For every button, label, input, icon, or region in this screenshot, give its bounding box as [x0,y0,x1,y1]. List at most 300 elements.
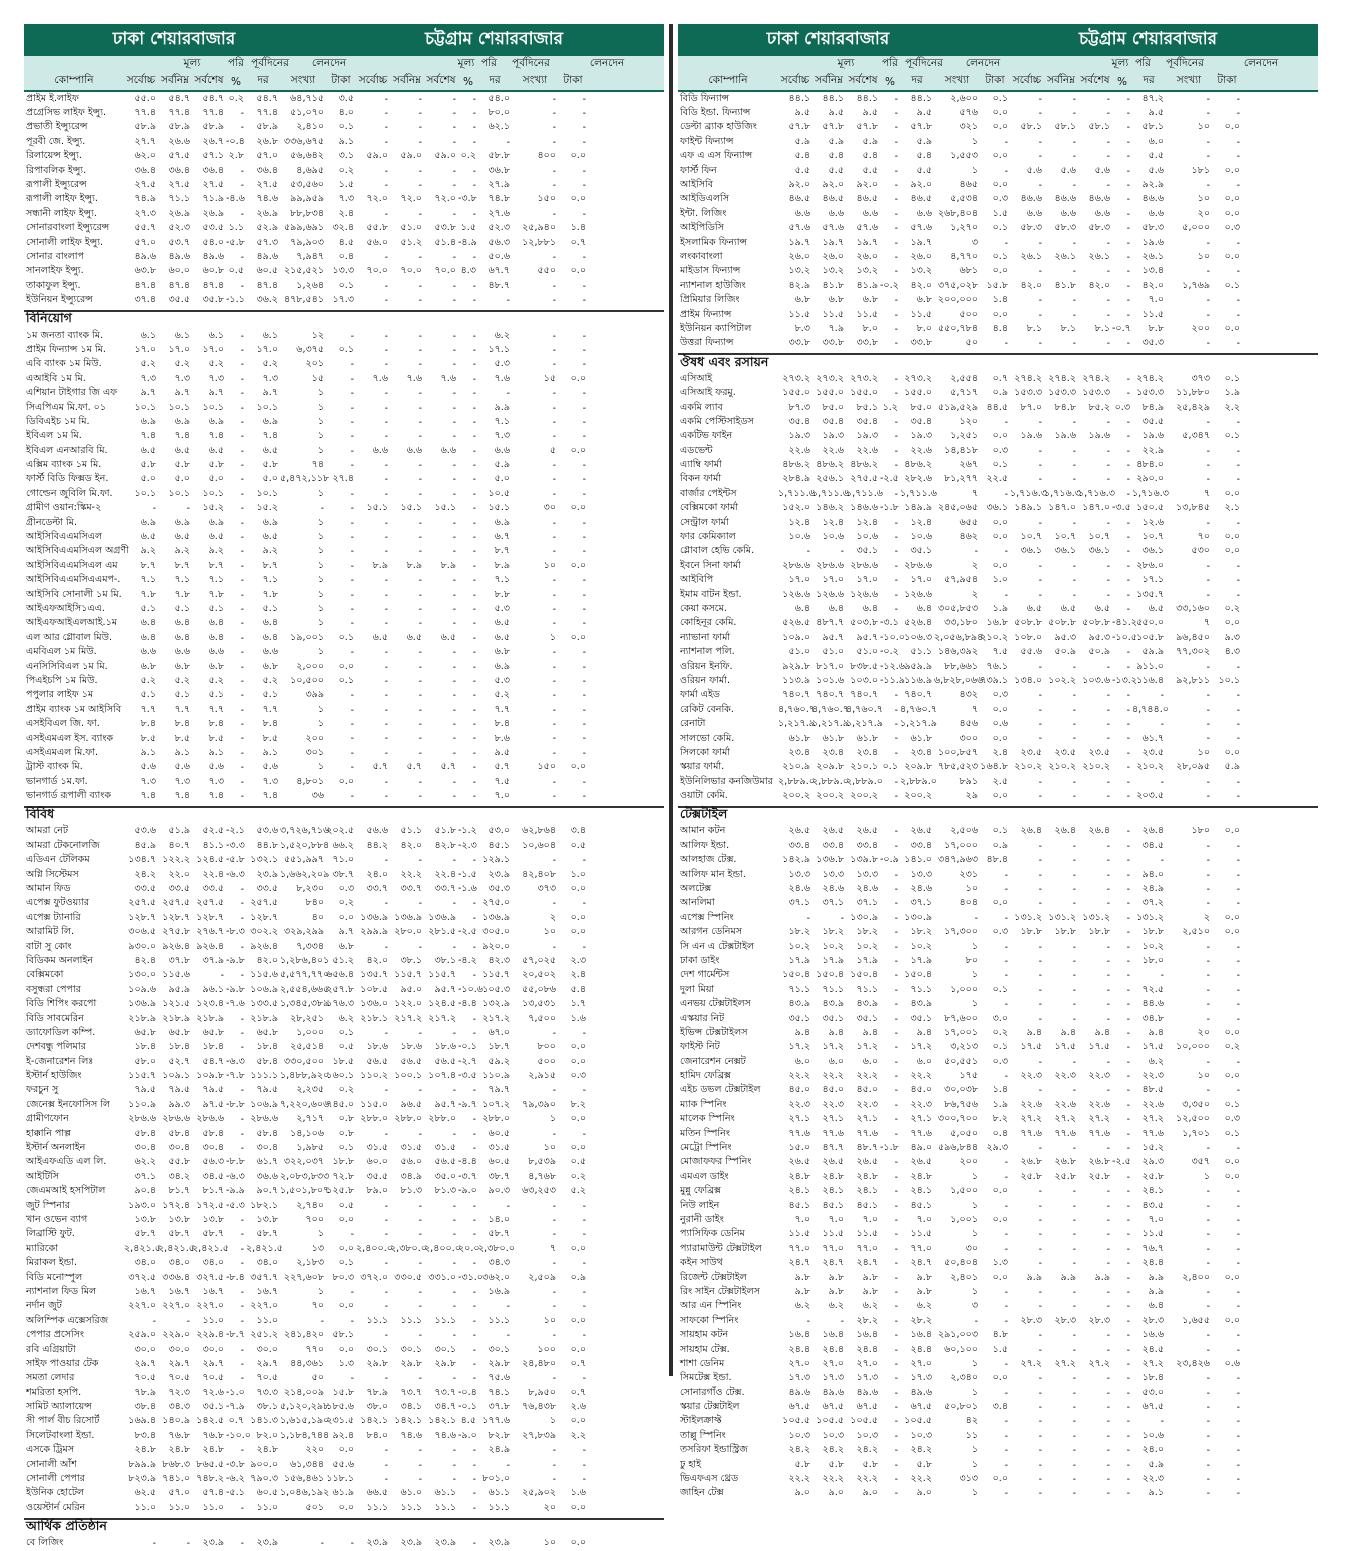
cell-dse-change: - [894,826,898,838]
cell-cse-value: - [582,647,586,659]
cell-cse-high: ৫৬.৫ [366,1055,388,1067]
cell-dse-close: ৩৬.৪ [202,164,224,176]
cell-dse-prev-close: ১১৫.৬ [250,969,278,981]
cell-cse-volume: - [552,575,556,587]
cell-dse-close: ১৬.৭ [202,1285,224,1297]
cell-cse-prev-close: ১০৭.২ [482,1098,510,1110]
cell-dse-change: - [240,575,244,587]
cell-dse-low: ৬৫.৮ [168,1026,190,1038]
table-row [678,617,1318,631]
cell-dse-prev-close: ৬৭.৫ [910,1401,932,1413]
table-row [24,1026,664,1040]
cell-cse-change: - [472,431,476,443]
table-row [24,236,664,250]
cell-cse-prev-close: ১৫০.৫ [1136,502,1164,514]
cell-cse-close: - [452,93,456,105]
cell-dse-change: - [894,1171,898,1183]
cell-cse-change: - [1126,589,1130,601]
table-row [24,954,664,968]
cell-cse-low: ২৬.৪ [1054,825,1076,837]
cell-dse-prev-close: ২৪.৮ [910,1170,932,1182]
cell-dse-prev-close: ২০৯.৮ [904,761,932,773]
cell-cse-volume: - [1206,1387,1210,1399]
cell-cse-change: - [472,1488,476,1500]
cell-dse-close: ৮৫.১ [856,401,878,413]
cell-dse-low: ১০.৩ [822,1429,844,1441]
cell-dse-close: ৬.০ [862,1055,878,1067]
cell-cse-volume: - [552,733,556,745]
cell-cse-close: ৫১.৮ [434,825,456,837]
col-header-dse-close: সর্বশেষ [194,74,224,86]
cell-dse-low: ৬.৪ [174,631,190,643]
cell-dse-volume: ৫০১ [305,1501,324,1513]
cell-dse-close: ১২৮.৭ [196,911,224,923]
cell-cse-low: - [1072,1013,1076,1025]
cell-cse-high: ১৩৬.৯ [360,911,388,923]
cell-dse-prev-close: ৬.৮ [916,294,932,306]
cell-cse-low: ২১০.২ [1048,761,1076,773]
table-row [24,1386,664,1400]
cell-dse-high: ২৪.২ [134,868,156,880]
cell-dse-close: ১০.২ [856,940,878,952]
table-row [678,1458,1318,1472]
cell-dse-high: ৭৭.৬ [788,1127,810,1139]
cell-cse-volume: ২,৪০০ [1182,1271,1210,1283]
cell-cse-prev-close: ২২.৯ [1142,444,1164,456]
table-row [24,940,664,954]
cell-dse-change: -৫.৩ [226,1199,245,1211]
cell-cse-volume: - [552,776,556,788]
cell-dse-value: - [350,373,354,385]
cell-cse-low: ১৮.৮ [1054,926,1076,938]
cell-dse-value: ১.০ [992,574,1008,586]
cell-dse-low: ৯৫.৭ [822,631,844,643]
cell-cse-change: - [472,1027,476,1039]
cell-dse-value: ০.০ [338,1214,354,1225]
cell-dse-change: -১২.৬ [880,660,905,672]
table-row [678,1328,1318,1342]
cell-dse-low: ৭৯.৫ [168,1084,190,1096]
cell-dse-low: - [840,912,844,924]
cell-dse-low: ১,২১৭.৯ [812,718,849,730]
cell-dse-value: ৮০.৩ [332,1271,354,1283]
cell-cse-low: - [418,1373,422,1385]
cell-cse-volume: - [552,488,556,500]
cell-cse-volume: ১০ [543,1142,556,1154]
cell-cse-value: ৪.৩ [1224,646,1240,658]
cell-cse-high: ৪২.০ [366,954,388,966]
cell-cse-low: - [1072,1373,1076,1385]
cell-cse-change: - [472,762,476,774]
cell-dse-close: ৭.৭ [208,703,224,715]
cell-cse-volume: ৮,৫৩৯ [528,1156,556,1168]
cell-dse-low: ৫.৯ [828,135,844,147]
cell-dse-change: - [894,1330,898,1342]
dhaka-exchange-title: ঢাকা শেয়ারবাজার [112,29,236,49]
cell-cse-prev-close: ৫.০ [494,473,510,485]
cell-cse-high: - [1038,1258,1042,1270]
cell-cse-close: ৮.৯ [440,559,456,571]
cell-dse-prev-close: ৯০০.০ [250,1458,278,1470]
cell-cse-low: ২৫.৮ [1054,1170,1076,1182]
table-row [678,882,1318,896]
cell-cse-low: - [418,344,422,356]
cell-dse-value: ০.২ [338,164,354,176]
cell-dse-high: ৫.৪ [794,150,810,162]
table-row [24,588,664,602]
cell-dse-volume: ১ [971,1285,978,1297]
cell-cse-change: - [1126,560,1130,572]
col-header-dse-close: সর্বশেষ [848,74,878,86]
cell-dse-low: ৩০.৪ [168,1142,190,1154]
cell-cse-value: ০.০ [1224,193,1240,205]
cell-company: গ্রামীণফোন [26,1113,69,1125]
cell-cse-change: - [472,733,476,745]
cell-dse-high: ১,২১৭.৯ [778,718,815,730]
cell-cse-close: ৮১.৩ [434,1185,456,1197]
cell-dse-value: ০.০ [992,531,1008,543]
cell-dse-high: ৭৭.০ [788,1242,810,1254]
cell-cse-value: - [1236,869,1240,881]
table-row [678,1472,1318,1486]
cell-dse-high: ৪৮৬.২ [782,459,810,471]
cell-dse-close: ৭৯.৫ [202,1084,224,1096]
cell-company: আইপিডিসি [680,222,724,234]
cell-dse-change: - [894,1071,898,1083]
cell-dse-volume: ১,৫০১,৮০৭ [280,1185,330,1197]
cell-company: এফ এ এস ফিন্যান্স [680,150,753,162]
cell-cse-prev-close: ৪২.০ [1142,279,1164,291]
cell-company: প্যাসিফিক ডেনিম [680,1228,745,1240]
table-row [678,1271,1318,1285]
dhaka-exchange-title: ঢাকা শেয়ারবাজার [766,29,890,49]
cell-cse-close: ৪২.০ [1088,279,1110,291]
table-row [24,250,664,264]
cell-company: আলিফ মান ইন্ডা. [680,868,746,880]
cell-cse-prev-close: ৫.৫ [1148,150,1164,162]
cell-dse-change: - [894,690,898,702]
cell-dse-value: ৪.৮ [992,1329,1008,1341]
cell-dse-prev-close: ৩৫.১ [910,545,932,557]
cell-cse-low: - [418,359,422,371]
cell-dse-value: - [350,1286,354,1298]
cell-cse-value: ৯.৩ [1224,631,1240,643]
cell-cse-change: - [472,503,476,515]
cell-cse-close: ২৮৮.০ [428,1113,456,1125]
cell-cse-prev-close: ২১৭.২ [482,1012,510,1024]
cell-dse-prev-close: ১৩২.১ [250,854,278,866]
cell-dse-value: ১৮৫.৬ [326,1401,354,1413]
table-row [24,1328,664,1342]
cell-cse-change: - [472,251,476,263]
cell-dse-volume: ৪,৭৭০ [950,251,978,262]
cell-cse-low: ৮৪.৮ [1054,401,1076,413]
cell-company: এডভেন্ট [680,444,713,456]
cell-dse-value: - [350,517,354,529]
cell-cse-volume: - [552,460,556,472]
cell-dse-high: ২৭.১ [788,1113,810,1125]
cell-dse-close: ৫৬.৩ [202,1156,224,1168]
cell-cse-low: - [418,647,422,659]
cell-cse-change: -৯.০ [458,1429,477,1441]
cell-cse-volume: ৭০ [1197,531,1210,543]
table-row [678,746,1318,760]
cell-cse-close: - [1106,1200,1110,1212]
cell-cse-high: - [1038,517,1042,529]
cell-cse-prev-close: ৪৩.৫ [1142,1199,1164,1211]
cell-cse-value: - [1236,1373,1240,1385]
cell-dse-high: ১৭.০ [134,343,156,355]
table-row [24,444,664,458]
cell-dse-prev-close: ১৩.৮ [256,1214,278,1225]
cell-company: এপেক্স ফুটওয়্যার [26,897,89,909]
cell-company: মালেক স্পিনিং [680,1113,735,1125]
cell-dse-close: ৩৭.৯ [202,954,224,966]
cell-cse-value: ৫.২ [570,1185,586,1197]
cell-dse-high: ৩৮.৪ [134,1401,156,1413]
cell-cse-value: ০.০ [570,1242,586,1254]
cell-cse-value: - [1236,416,1240,428]
cell-cse-close: ২৮.৩ [1088,1314,1110,1326]
cell-cse-high: - [384,1200,388,1212]
cell-cse-low: - [1072,1286,1076,1298]
cell-dse-volume: ১ [317,1228,324,1240]
cell-dse-low: ৬.২ [828,1300,844,1312]
cell-company: ইস্টার্ন হাউজিং [26,1070,82,1082]
cell-company: ইবনে সিনা ফার্মা [680,559,741,571]
cell-dse-close: ৪,৭৬০.৭ [846,703,883,715]
cell-company: সোনারগাঁও টেক্স. [680,1386,745,1398]
cell-cse-low: - [418,747,422,759]
cell-cse-high: - [384,280,388,292]
cell-cse-low: - [418,661,422,673]
cell-dse-change: - [240,388,244,400]
cell-cse-prev-close: ৩৫.৩ [488,883,510,895]
table-row [678,1357,1318,1371]
cell-cse-volume: - [552,330,556,342]
cell-cse-low: - [1072,180,1076,192]
cell-dse-change: -৯.৮ [226,983,245,995]
cell-dse-prev-close: ১৭.২ [910,1041,932,1053]
cell-dse-prev-close: ৪৬.৫ [910,193,932,205]
cell-company: হামিদ ফেব্রিক্স [680,1070,732,1082]
cell-cse-high: - [1038,1430,1042,1442]
cell-cse-change: - [472,180,476,192]
table-row [678,825,1318,839]
table-row [678,1256,1318,1270]
cell-dse-change: - [894,1272,898,1284]
cell-dse-volume: ১ [971,1199,978,1211]
cell-cse-close: - [452,388,456,400]
cell-cse-change: ০.৩ [1114,401,1130,413]
cell-dse-volume: - [320,1538,324,1550]
cell-dse-low: ৫.৬ [174,761,190,773]
cell-dse-volume: ৪,৮০১ [296,775,324,787]
cell-cse-low: ২৭.২ [1054,1113,1076,1125]
cell-cse-low: ১৫.১ [400,502,422,514]
cell-cse-prev-close: ১০.২ [1142,940,1164,952]
cell-dse-high: ৫.২ [140,674,156,686]
cell-cse-change: - [1126,223,1130,235]
cell-cse-value: ১০.১ [1218,674,1240,686]
cell-dse-volume: ২,৪০১ [950,1271,978,1283]
cell-dse-high: ৯.৮ [794,1285,810,1297]
cell-cse-high: - [384,1301,388,1313]
cell-dse-low: ৬.৬ [828,207,844,219]
cell-dse-change: - [894,180,898,192]
cell-company: এআইবি ১ম মি. [26,372,86,384]
col-header-cse-volume: সংখ্যা [1176,74,1202,86]
cell-cse-change: - [1126,151,1130,163]
cell-cse-change: - [472,647,476,659]
cell-dse-prev-close: ৭.৪ [262,790,278,802]
cell-dse-close: ১৪৬.৬ [850,502,878,514]
cell-dse-volume: ১০,৫০০ [290,674,324,686]
cell-dse-volume: ৪৬২ [959,531,978,543]
cell-cse-value: - [1236,1344,1240,1356]
cell-cse-value: - [1236,560,1240,572]
cell-cse-change: - [1126,791,1130,803]
cell-cse-low: - [418,1330,422,1342]
cell-cse-volume: - [552,1373,556,1385]
cell-dse-prev-close: ২৯.৭ [256,1357,278,1369]
cell-dse-low: ৯৯.৩ [168,1098,190,1110]
cell-cse-volume: ১০ [1197,746,1210,758]
cell-company: দেশবন্ধু পলিমার [26,1041,86,1053]
cell-dse-change: - [894,546,898,558]
cell-company: বিকন ফার্মা [680,473,722,485]
cell-cse-prev-close: ২১০.২ [1136,761,1164,773]
cell-dse-prev-close: ২২.২ [910,1070,932,1082]
cell-cse-value: - [1236,1085,1240,1097]
cell-dse-value: ০.০ [338,660,354,672]
cell-company: আলহাজ টেক্স. [680,854,737,866]
cell-cse-volume: ১,৭৬৯ [1182,279,1210,291]
cell-company: সোনারবাংলা ইন্স্যুরেন্স [26,222,110,234]
cell-dse-close: ৫.৬ [208,761,224,773]
cell-cse-volume: ৪,৭৬৮ [528,1170,556,1182]
cell-cse-prev-close: ৭৫.৬ [488,1372,510,1384]
cell-dse-volume: ১ [317,531,324,543]
table-row [678,1055,1318,1069]
cell-dse-volume: ১৯,০০১ [290,631,324,643]
cell-cse-prev-close: ২৩.৯ [488,1537,510,1549]
cell-dse-close: ২৭৫.৫ [850,473,878,485]
cell-dse-close: ৬.৮ [862,294,878,306]
cell-dse-volume: ৩৩,১৮০ [944,617,978,629]
cell-cse-value: ০.০ [570,1142,586,1154]
cell-cse-high: - [1038,1200,1042,1212]
cell-dse-value: ২৩১.৫ [326,1415,354,1427]
cell-dse-value: ০.১ [992,825,1008,837]
cell-dse-low: ৬.০ [828,1055,844,1067]
cell-dse-change: - [894,338,898,350]
cell-dse-value: ০.৩ [992,193,1008,205]
cell-cse-prev-close: ১৯.৬ [1142,430,1164,442]
cell-dse-high: ২৪.৪ [788,1343,810,1355]
cell-dse-value: ২০২.৫ [326,825,354,837]
cell-dse-high: ৭.৪ [140,790,156,802]
cell-dse-change: ০.১ [882,761,898,773]
cell-dse-low: ১২২.২ [162,854,190,866]
cell-cse-low: ১৯.৬ [1054,430,1076,442]
table-row [24,969,664,983]
cell-dse-value: - [350,503,354,515]
cell-dse-value: - [1004,546,1008,558]
cell-dse-value: ০.৪ [992,1127,1008,1139]
cell-dse-value: ০.৫ [338,1041,354,1053]
cell-company: বিডি সাবমেরিন [26,1012,84,1024]
cell-cse-volume: - [552,1330,556,1342]
table-row [678,473,1318,487]
cell-dse-value: ০.১ [338,631,354,643]
cell-dse-low: ৬১.৮ [822,732,844,744]
cell-dse-low: - [186,1538,190,1550]
cell-dse-low: ৯.১ [174,746,190,758]
table-row [678,1343,1318,1357]
cell-dse-prev-close: ২৩.৯ [256,868,278,880]
cell-cse-prev-close: ১০.৬ [1142,1429,1164,1441]
table-row [678,250,1318,264]
cell-dse-low: ৫৮.৯ [168,121,190,133]
cell-dse-change: - [894,1387,898,1399]
cell-cse-value: ৩.৪ [570,825,586,837]
cell-company: এমবিএল ১ম মিউ. [26,646,97,658]
cell-dse-low: ৬.৫ [174,531,190,543]
cell-dse-prev-close: ২৫৭.৫ [250,897,278,909]
cell-cse-prev-close: ৩০৫.০ [482,926,510,938]
cell-dse-change: - [240,719,244,731]
cell-cse-change: -৪.৪ [458,998,477,1010]
cell-cse-volume: ২০ [543,1501,556,1513]
cell-cse-change: -২.৫ [1112,1156,1131,1168]
cell-cse-prev-close: ৪৮৪.০ [1136,459,1164,471]
cell-dse-low: ১৯.৩ [822,430,844,442]
cell-dse-change: - [894,1301,898,1313]
cell-cse-volume: - [1206,151,1210,163]
cell-cse-change: - [1126,776,1130,788]
cell-dse-value: ৯.৭ [338,926,354,938]
cell-dse-high: ৯.৮ [794,1271,810,1283]
cell-dse-low: ২৭৩.২ [816,372,844,384]
cell-dse-low: ৩৫.৪ [822,415,844,427]
table-row [678,1041,1318,1055]
cell-cse-prev-close: ৬.৬ [1148,207,1164,219]
cell-cse-low: - [1072,1085,1076,1097]
cell-dse-change: ১.২ [882,401,898,413]
cell-dse-close: ১৯.৩ [856,430,878,442]
cell-dse-high: ২৩.৪ [788,746,810,758]
cell-cse-high: - [1038,1286,1042,1298]
cell-cse-volume: ৭ [1203,487,1210,499]
cell-dse-prev-close: ৬.২ [916,1300,932,1312]
cell-cse-value: - [1236,151,1240,163]
table-row [24,329,664,343]
cell-cse-low: ৮১.৩ [400,1185,422,1197]
cell-dse-low: ৪৫.০ [822,1084,844,1096]
cell-dse-prev-close: ৬.০ [916,1055,932,1067]
cell-cse-change: - [1126,603,1130,615]
cell-cse-value: - [1236,661,1240,673]
cell-dse-prev-close: ৫৮.৭ [256,1228,278,1240]
cell-cse-change: - [1126,194,1130,206]
cell-dse-close: ৬.৫ [208,531,224,543]
cell-cse-prev-close: ৬.২ [494,329,510,341]
table-row [24,1314,664,1328]
cell-cse-change: - [472,208,476,220]
cell-company: এসিআই ফরমু. [680,387,736,399]
cell-dse-value: ৯.১ [338,135,354,147]
